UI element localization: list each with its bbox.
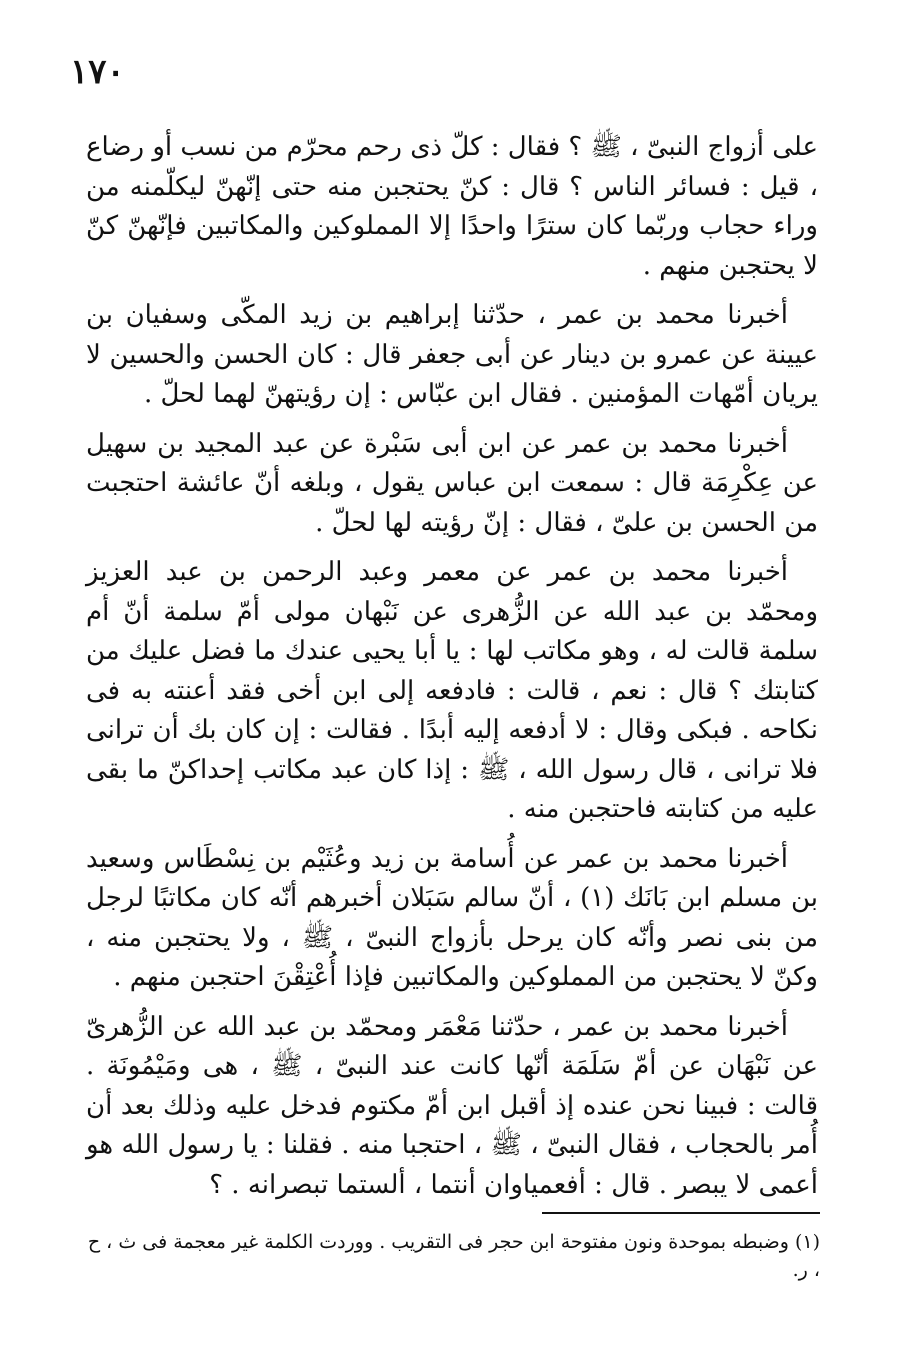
main-text <box>86 128 818 1215</box>
paragraph: أخبرنا محمد بن عمر عن معمر وعبد الرحمن بن عبد العزيز ومحمّد بن عبد الله عن الزُّهرى عن نَبْهان مولى أمّ سلمة أنّ أم سلمة قالت له ، وهو مكاتب لها : يا أبا يحيى عندك ما فضل عليك من كتابتك ؟ قال : نعم ، قالت : فادفعه إلى ابن أخى فقد أعنته به فى نكاحه . فبكى وقال : لا أدفعه إليه أبدًا . فقالت : إن كان بك أن ترانى فلا ترانى ، قال رسول الله ، ﷺ : إذا كان عبد مكاتب إحداكنّ ما بقى عليه من كتابته فاحتجبن منه . <box>86 557 818 824</box>
paragraph: أخبرنا محمد بن عمر عن ابن أبى سَبْرة عن عبد المجيد بن سهيل عن عِكْرِمَة قال : سمعت ابن عباس يقول ، وبلغه أنّ عائشة احتجبت من الحسن بن علىّ ، فقال : إنّ رؤيته لها لحلّ . <box>86 428 818 538</box>
paragraph: أخبرنا محمد بن عمر ، حدّثنا إبراهيم بن زيد المكّى وسفيان بن عيينة عن عمرو بن دينار عن أبى جعفر قال : كان الحسن والحسين لا يريان أمّهات المؤمنين . فقال ابن عبّاس : إن رؤيتهنّ لهما لحلّ . <box>86 300 818 409</box>
paragraph: أخبرنا محمد بن عمر عن أُسامة بن زيد وعُثَيْم بن نِسْطَاس وسعيد بن مسلم ابن بَانَك (١) ، أنّ سالم سَبَلان أخبرهم أنّه كان مكاتبًا لرجل من بنى نصر وأنّه كان يرحل بأزواج النبىّ ، ﷺ ، ولا يحتجبن منه ، وكنّ لا يحتجبن من المملوكين والمكاتبين فإذا أُعْتِقْنَ احتجبن منهم . <box>86 843 818 992</box>
footnote-divider <box>542 1212 820 1214</box>
page-number: ١٧٠ <box>70 52 125 92</box>
paragraph: أخبرنا محمد بن عمر ، حدّثنا مَعْمَر ومحمّد بن عبد الله عن الزُّهرىّ عن نَبْهَان عن أمّ سَلَمَة أنّها كانت عند النبىّ ، ﷺ ، هى ومَيْمُونَة . قالت : فبينا نحن عنده إذ أقبل ابن أمّ مكتوم فدخل عليه وذلك بعد أن أُمر بالحجاب ، فقال النبىّ ، ﷺ ، احتجبا منه . فقلنا : يا رسول الله هو أعمى لا يبصر . قال : أفعمياوان أنتما ، ألستما تبصرانه . ؟ <box>86 1011 818 1200</box>
paragraph: على أزواج النبىّ ، ﷺ ؟ فقال : كلّ ذى رحم محرّم من نسب أو رضاع ، قيل : فسائر الناس ؟ قال : كنّ يحتجبن منه حتى إنّهنّ ليكلّمنه من وراء حجاب وربّما كان سترًا واحدًا إلا المملوكين والمكاتبين فإنّهنّ كنّ لا يحتجبن منهم . <box>86 132 818 281</box>
footnote: (١) وضبطه بموحدة ونون مفتوحة ابن حجر فى التقريب . ووردت الكلمة غير معجمة فى ث ، ح ، ر. <box>87 1231 820 1281</box>
